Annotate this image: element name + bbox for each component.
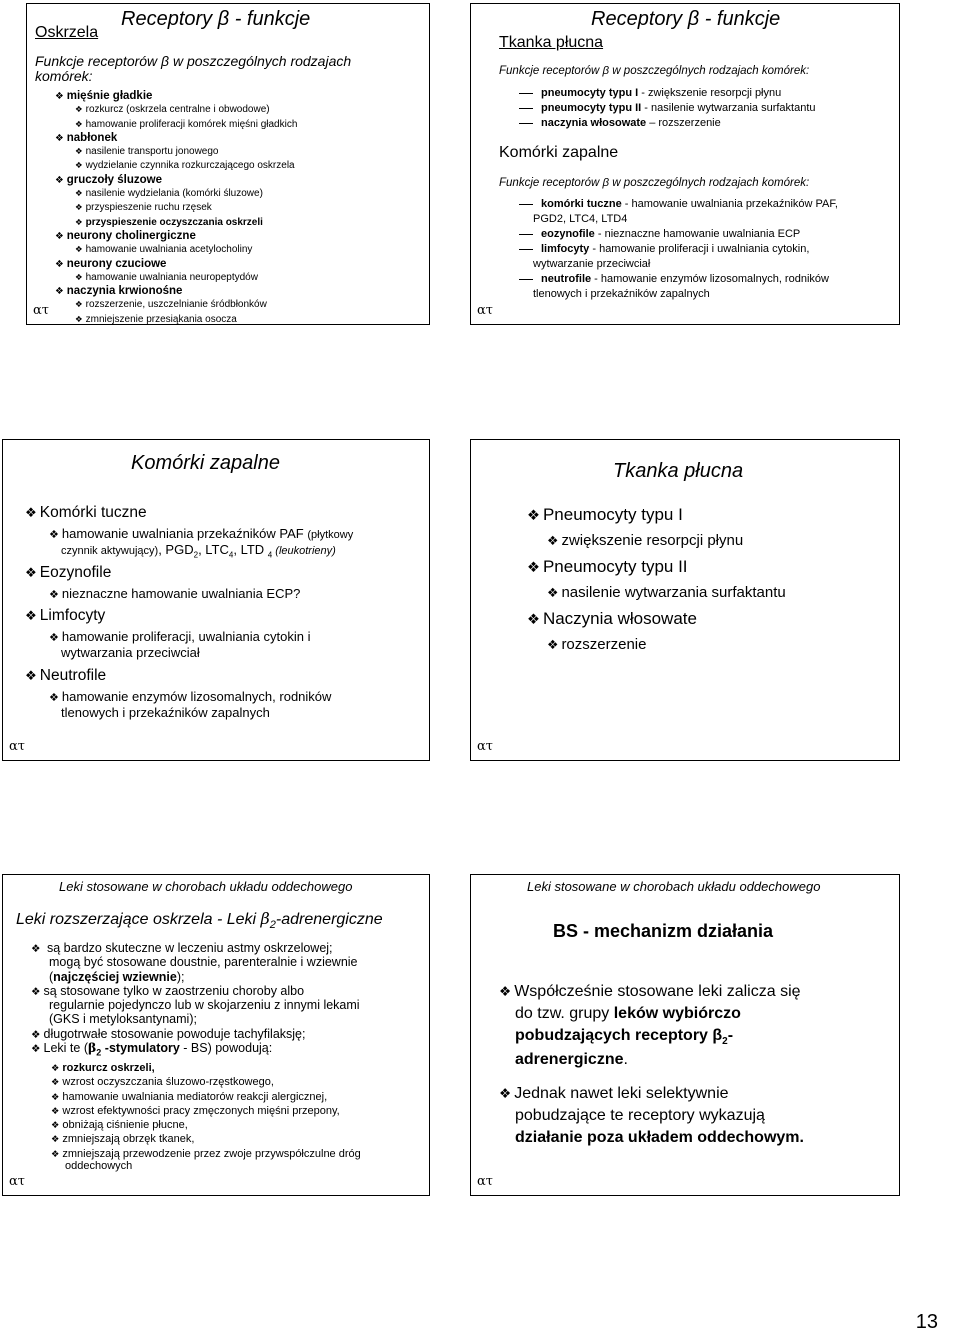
list-item: [519, 101, 816, 116]
list-item: [51, 1061, 361, 1075]
diamond-bullet-icon: ❖: [527, 560, 540, 576]
slide-1: [26, 3, 430, 325]
list-item-text: - nasilenie wytwarzania surfaktantu: [641, 102, 816, 114]
list-item-text: obniżają ciśnienie płucne,: [62, 1119, 188, 1132]
lymphocytes-item: ❖ Limfocyty: [25, 607, 106, 625]
list-item-text: hamowanie uwalniania neuropeptydów: [85, 271, 258, 283]
list-item: [527, 606, 786, 633]
list-item-text: rozszerzenie: [561, 636, 647, 653]
section-title: Oskrzela: [35, 24, 99, 41]
list-item-text: rozkurcz (oskrzela centralne i obwodowe): [85, 104, 270, 116]
list-item: [519, 116, 816, 131]
list-item-text: rozkurcz oskrzeli,: [62, 1062, 155, 1074]
list-item-text: Naczynia włosowate: [542, 609, 697, 628]
list-item-term: pneumocyty typu II: [541, 102, 642, 114]
cell-list: [25, 504, 353, 721]
logo: ατ: [9, 1174, 25, 1189]
list-item: [75, 103, 297, 117]
diamond-bullet-icon: ❖: [527, 612, 540, 628]
list-item-text: mięśnie gładkie: [66, 90, 153, 102]
list-item: [75, 145, 297, 159]
list-item-text: wydzielanie czynnika rozkurczającego oskrzela: [85, 160, 295, 172]
list-item: [75, 201, 297, 215]
list-item-text: nasilenie wydzielania (komórki śluzowe): [85, 188, 263, 200]
section-title-inflammatory: Komórki zapalne: [499, 144, 619, 161]
list-item-text: – rozszerzenie: [646, 117, 721, 129]
list-item-term: pneumocyty typu I: [541, 87, 639, 99]
diamond-bullet-icon: ❖: [51, 1063, 60, 1074]
list-item: [547, 581, 786, 606]
slide-4: [470, 439, 900, 761]
list-item: [55, 230, 297, 243]
slide-title: Tkanka płucna: [613, 460, 744, 482]
mechanism-text: [499, 981, 804, 1149]
list-item: [75, 216, 297, 230]
list-item: [51, 1090, 361, 1104]
dash-bullet-icon: [519, 204, 533, 205]
page-number: 13: [915, 1311, 938, 1333]
diamond-bullet-icon: ❖: [75, 119, 83, 130]
list-item-term: naczynia włosowate: [541, 117, 647, 129]
list-item: [55, 258, 297, 271]
note-effects: ❖ Leki te ($\beta_2$ -stymulatory - BS) powodują:: [31, 1039, 273, 1058]
list-item: [75, 187, 297, 201]
list-item-text: - nieznaczne hamowanie uwalniania ECP: [594, 228, 801, 240]
dash-bullet-icon: [519, 123, 533, 124]
diamond-bullet-icon: ❖: [75, 300, 83, 311]
diamond-bullet-icon: ❖: [547, 586, 559, 601]
diamond-bullet-icon: ❖: [75, 203, 83, 214]
list-item: [527, 502, 786, 529]
list-item-text: zmniejszenie przesiąkania osocza: [85, 313, 237, 325]
slide-title: Komórki zapalne: [131, 452, 280, 474]
mast-cells-item: ❖ Komórki tuczne: [25, 504, 147, 521]
neutrophils-item: ❖ Neutrofile: [25, 667, 107, 685]
dash-bullet-icon: [519, 234, 533, 235]
slide-title: Receptory β - funkcje: [121, 8, 311, 30]
dash-bullet-icon: [519, 108, 533, 109]
diamond-bullet-icon: ❖: [75, 314, 83, 325]
list-item-text: wzrost efektywności pracy zmęczonych mięśni przepony,: [62, 1104, 340, 1117]
logo: ατ: [33, 303, 49, 318]
bullet-list: [55, 90, 297, 325]
section-title-lung: Tkanka płucna: [499, 34, 604, 51]
list-item-cont: PGD2, LTC4, LTD4: [533, 213, 628, 225]
list-item: [519, 272, 838, 287]
drug-notes: [31, 941, 360, 1058]
diamond-bullet-icon: ❖: [75, 217, 83, 228]
selective-drugs-bullet: ❖ Współcześnie stosowane leki zalicza się do tzw. grupy leków wybiórczo pobudzających receptory $\beta_2-$ adrenergiczne.: [499, 983, 801, 1069]
list-item-text: nasilenie transportu jonowego: [85, 146, 219, 158]
list-item: [519, 227, 838, 242]
diamond-bullet-icon: ❖: [51, 1077, 60, 1089]
list-item-text: hamowanie uwalniania acetylocholiny: [85, 244, 253, 256]
list-item: [527, 554, 786, 581]
list-item: [519, 242, 838, 257]
lung-list: [519, 86, 816, 131]
list-item-text: hamowanie proliferacji komórek mięśni gładkich: [85, 118, 298, 130]
list-item: [75, 298, 297, 312]
diamond-bullet-icon: ❖: [55, 91, 64, 102]
list-item: [55, 90, 297, 103]
diamond-bullet-icon: ❖: [75, 147, 83, 158]
list-item: [547, 529, 786, 554]
list-item: [55, 285, 297, 298]
diamond-bullet-icon: ❖: [75, 272, 83, 283]
list-item-text: gruczoły śluzowe: [66, 173, 162, 186]
mast-cells-desc-cont: czynnik aktywujący), $PGD_2$, $LTC_4$, LTD $_4$ (leukotrieny): [61, 542, 336, 560]
mast-cells-desc: ❖ hamowanie uwalniania przekaźników PAF (płytkowy: [49, 525, 354, 541]
diamond-bullet-icon: ❖: [75, 189, 83, 200]
lymphocytes-desc: ❖ hamowanie proliferacji, uwalniania cytokin i: [49, 629, 311, 645]
slide-6: [470, 874, 900, 1196]
eosinophils-desc: ❖ nieznaczne hamowanie uwalniania ECP?: [49, 585, 301, 601]
list-item: [51, 1104, 361, 1118]
dash-bullet-icon: [519, 93, 533, 94]
note-effective: ❖ są bardzo skuteczne w leczeniu astmy oskrzelowej; mogą być stosowane doustnie, parenteralnie i wziewnie (najczęściej wziewnie);: [31, 941, 358, 984]
list-item: [51, 1132, 361, 1146]
list-item: [55, 174, 297, 187]
non-respiratory-bullet: ❖ Jednak nawet leki selektywnie pobudzające te receptory wykazują działanie poza układem oddechowym.: [499, 1085, 804, 1147]
inflammatory-list: [519, 197, 838, 302]
logo: ατ: [477, 303, 493, 318]
diamond-bullet-icon: ❖: [75, 161, 83, 172]
list-item-text: wzrost oczyszczania śluzowo-rzęstkowego,: [62, 1076, 274, 1089]
list-item: [51, 1147, 361, 1161]
list-item-term: neutrofile: [541, 273, 592, 285]
diamond-bullet-icon: ❖: [547, 534, 559, 549]
slide-title: BS - mechanizm działania: [553, 921, 774, 941]
diamond-bullet-icon: ❖: [51, 1134, 60, 1146]
list-item: [51, 1075, 361, 1089]
list-item: [519, 197, 838, 212]
list-item-text: Pneumocyty typu I: [542, 505, 683, 524]
note-tachyphylaxis: ❖ długotrwałe stosowanie powoduje tachyfilaksję;: [31, 1026, 306, 1041]
section-subtitle: Funkcje receptorów β w poszczególnych rodzajach komórek:: [499, 177, 810, 189]
slide-header: Leki stosowane w chorobach układu oddechowego: [59, 879, 353, 894]
diamond-bullet-icon: ❖: [55, 132, 64, 144]
list-item-text: nasilenie wytwarzania surfaktantu: [561, 584, 786, 601]
list-item-text: - hamowanie proliferacji i uwalniania cytokin,: [589, 243, 810, 255]
eosinophils-item: ❖ Eozynofile: [25, 563, 112, 581]
list-item: [75, 243, 297, 257]
diamond-bullet-icon: ❖: [55, 286, 64, 298]
list-item-cont: tlenowych i przekaźników zapalnych: [533, 288, 710, 300]
list-item-text: przyspieszenie ruchu rzęsek: [85, 202, 212, 214]
list-item-text: rozszerzenie, uszczelnianie śródbłonków: [85, 299, 267, 311]
lymphocytes-desc-cont: wytwarzania przeciwciał: [61, 645, 200, 661]
list-item-text: Pneumocyty typu II: [542, 557, 688, 576]
list-item-cont: wytwarzanie przeciwciał: [533, 258, 651, 270]
list-item-text: przyspieszenie oczyszczania oskrzeli: [85, 216, 263, 228]
lung-tissue-list: [527, 502, 786, 658]
list-item-text: zmniejszają obrzęk tkanek,: [62, 1133, 195, 1146]
slide-header: Leki stosowane w chorobach układu oddechowego: [527, 879, 821, 894]
list-item-term: limfocyty: [541, 243, 590, 255]
slide-5: [2, 874, 430, 1196]
effects-list: [51, 1061, 361, 1172]
list-item: [51, 1118, 361, 1132]
list-item-text: zwiększenie resorpcji płynu: [561, 532, 744, 549]
neutrophils-desc-cont: tlenowych i przekaźników zapalnych: [61, 704, 270, 720]
diamond-bullet-icon: ❖: [547, 638, 559, 653]
list-item-text: - hamowanie uwalniania przekaźników PAF,: [621, 198, 838, 210]
logo: ατ: [477, 739, 493, 754]
dash-bullet-icon: [519, 279, 533, 280]
section-subtitle: Funkcje receptorów β w poszczególnych rodzajach komórek:: [499, 65, 810, 77]
list-item-text: - hamowanie enzymów lizosomalnych, rodników: [591, 273, 829, 285]
diamond-bullet-icon: ❖: [51, 1120, 60, 1132]
diamond-bullet-icon: ❖: [51, 1148, 60, 1160]
list-item-text: neurony cholinergiczne: [66, 229, 196, 242]
list-item: [75, 118, 297, 132]
note-exacerbation: ❖ są stosowane tylko w zaostrzeniu choroby albo regularnie pojedynczo lub w skojarzeniu z innymi lekami (GKS i metyloksantynami);: [31, 983, 360, 1027]
list-item-text: zmniejszają przewodzenie przez zwoje przywspółczulne dróg: [62, 1147, 361, 1160]
list-item-text: - zwiększenie resorpcji płynu: [638, 87, 782, 99]
list-item: [75, 159, 297, 173]
diamond-bullet-icon: ❖: [527, 508, 540, 524]
slide-title: Receptory β - funkcje: [591, 8, 781, 30]
diamond-bullet-icon: ❖: [51, 1105, 60, 1117]
logo: ατ: [9, 739, 25, 754]
diamond-bullet-icon: ❖: [55, 230, 64, 242]
slide-2: [470, 3, 900, 325]
slide-subtitle-cont: komórek:: [35, 68, 93, 84]
list-item: [547, 633, 786, 658]
list-item-text: neurony czuciowe: [66, 257, 167, 270]
list-item-cont: oddechowych: [65, 1160, 133, 1173]
slide-subtitle: Funkcje receptorów β w poszczególnych rodzajach: [35, 53, 352, 69]
diamond-bullet-icon: ❖: [75, 105, 83, 116]
logo: ατ: [477, 1174, 493, 1189]
list-item-text: hamowanie uwalniania mediatorów reakcji alergicznej,: [62, 1090, 328, 1103]
diamond-bullet-icon: ❖: [55, 258, 64, 270]
slide-3: [2, 439, 430, 761]
list-item-text: nabłonek: [66, 131, 118, 144]
list-item: [519, 86, 816, 101]
diamond-bullet-icon: ❖: [51, 1091, 60, 1103]
list-item-text: naczynia krwionośne: [66, 285, 183, 298]
list-item-term: eozynofile: [541, 228, 595, 240]
list-item-term: komórki tuczne: [541, 198, 622, 210]
slide-title: Leki rozszerzające oskrzela - Leki $\beta_2$-adrenergiczne: [16, 909, 383, 932]
list-item: [75, 271, 297, 285]
list-item: [55, 132, 297, 145]
dash-bullet-icon: [519, 249, 533, 250]
neutrophils-desc: ❖ hamowanie enzymów lizosomalnych, rodników: [49, 688, 332, 704]
list-item: [75, 313, 297, 325]
diamond-bullet-icon: ❖: [75, 245, 83, 256]
diamond-bullet-icon: ❖: [55, 174, 64, 186]
